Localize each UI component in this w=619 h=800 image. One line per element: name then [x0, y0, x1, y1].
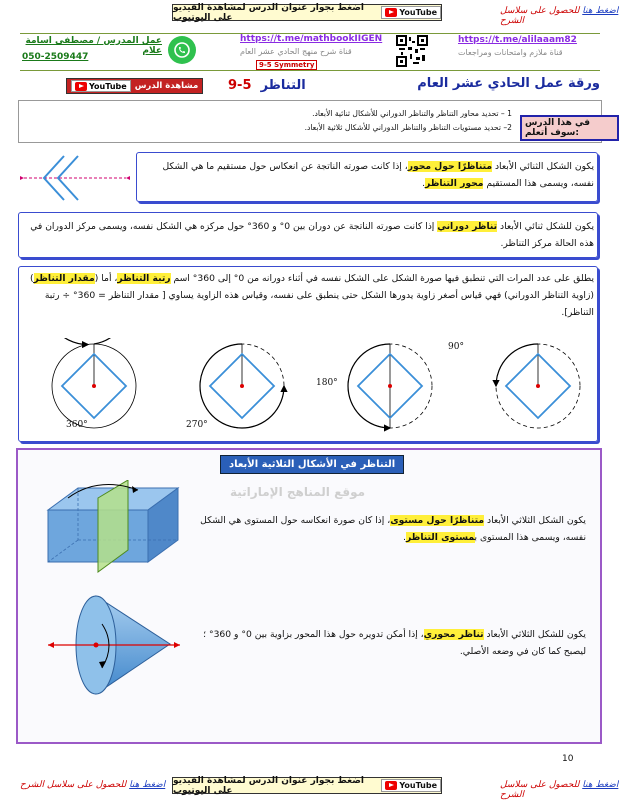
label-90: 90°	[448, 342, 464, 352]
play-icon	[75, 82, 87, 91]
cone-figure	[44, 588, 184, 700]
line-symmetry-text: يكون الشكل الثنائي الأبعاد متناظرًا حول محور، إذا كانت صورته الناتجة عن انعكاس حول مستقيم ما هي الشكل نفسه، ويسمى هذا المستقيم محور التناظر.	[162, 161, 594, 189]
three-d-heading: التناظر في الأشكال الثلاثية الأبعاد	[220, 455, 404, 474]
youtube-logo: YouTube	[381, 779, 441, 792]
label-180: 180°	[316, 378, 338, 388]
objectives-label: في هذا الدرس سوف أتعلم:	[520, 115, 619, 141]
objective-item: 2– تحديد مستويات التناظر والتناظر الدوراني للأشكال ثلاثية الأبعاد.	[304, 123, 512, 132]
label-360: 360°	[66, 420, 88, 430]
worksheet-title: ورقة عمل الحادي عشر العام	[417, 76, 600, 91]
axis-symmetry-text: يكون للشكل الثلاثي الأبعاد تناظر محوري، إذا أمكن تدويره حول هذا المحور بزاوية بين 0° و 360° ؛ ليصبح كما كان في وضعه الأصلي.	[203, 629, 586, 657]
script-bottom: اضغط هنا للحصول على سلاسل الشرح	[500, 780, 619, 800]
youtube-logo-small: YouTube	[71, 80, 131, 92]
bottom-banner[interactable]	[172, 777, 442, 794]
link-mathbook[interactable]: https://t.me/mathbookIIGEN	[240, 34, 383, 44]
label-270: 270°	[186, 420, 208, 430]
rotation-figures	[18, 338, 598, 438]
banner-text: اضغط بجوار عنوان الدرس لمشاهدة الفيديو على اليوتيوب	[173, 775, 364, 796]
watch-lesson-button[interactable]: YouTube مشاهدة الدرس	[66, 78, 203, 94]
qr-code-icon[interactable]	[396, 35, 428, 67]
prism-figure	[28, 480, 188, 580]
figure-90	[496, 344, 580, 428]
banner-text: اضغط بجوار عنوان الدرس لمشاهدة الفيديو على اليوتيوب	[173, 2, 364, 23]
watermark: موقع المناهج الإماراتية	[230, 485, 366, 499]
line-symmetry-figure	[20, 150, 130, 206]
figure-360	[46, 338, 136, 428]
link-alilaaam[interactable]: https://t.me/alilaaam82	[458, 35, 577, 45]
order-symmetry-text: يطلق على عدد المرات التي تنطبق فيها صورة الشكل على الشكل نفسه في أثناء دورانه من 0° إلى 360° اسم رتبة التناظر، أما (مقدار التناظر) (زاوية التناظر الدوراني) فهي قياس أصغر زاوية يدورها الشكل حتى ينطبق على نفسه، وقياس هذه الزاوية يساوي [ مقدار التناظر = 360° ÷ رتبة التناظر].	[29, 273, 594, 318]
figure-270	[200, 344, 284, 428]
rotational-symmetry-text: يكون للشكل ثنائي الأبعاد تناظر دوراني إذا كانت صورته الناتجة عن دوران بين 0° و 360° حول مركزه هي الشكل نفسه، ويسمى مركز الدوران في هذه الحالة مركز التناظر.	[30, 221, 594, 249]
top-banner[interactable]	[172, 4, 442, 21]
phone-number: 050-2509447	[22, 52, 89, 62]
link-mathbook-sub: قناة شرح منهج الحادي عشر العام	[240, 47, 352, 56]
script-bottom-left: اضغط هنا للحصول على سلاسل الشرح	[20, 780, 166, 790]
link-alilaaam-sub: قناة ملازم وامتحانات ومراجعات	[458, 48, 563, 57]
script-left: اضغط هنا للحصول على سلاسل الشرح	[500, 6, 619, 26]
teacher-name: عمل المدرس / مصطفى اسامة علام	[25, 36, 162, 56]
objective-item: 1 – تحديد محاور التناظر والتناظر الدوراني للأشكال ثنائية الأبعاد.	[312, 109, 512, 118]
play-icon	[385, 8, 397, 17]
whatsapp-icon[interactable]	[168, 36, 196, 64]
lesson-title: 9-5 التناظر	[228, 78, 306, 93]
youtube-logo: YouTube	[381, 6, 441, 19]
figure-180	[348, 344, 432, 428]
page-number: 10	[562, 754, 574, 764]
objectives-list	[150, 107, 512, 135]
lesson-code: 9-5 Symmetry	[256, 60, 317, 70]
play-icon	[385, 781, 397, 790]
plane-symmetry-text: يكون الشكل الثلاثي الأبعاد متناظرًا حول مستوى، إذا كان صورة انعكاسه حول المستوى هي الشكل نفسه، ويسمى هذا المستوى بمستوى التناظر.	[200, 515, 586, 543]
